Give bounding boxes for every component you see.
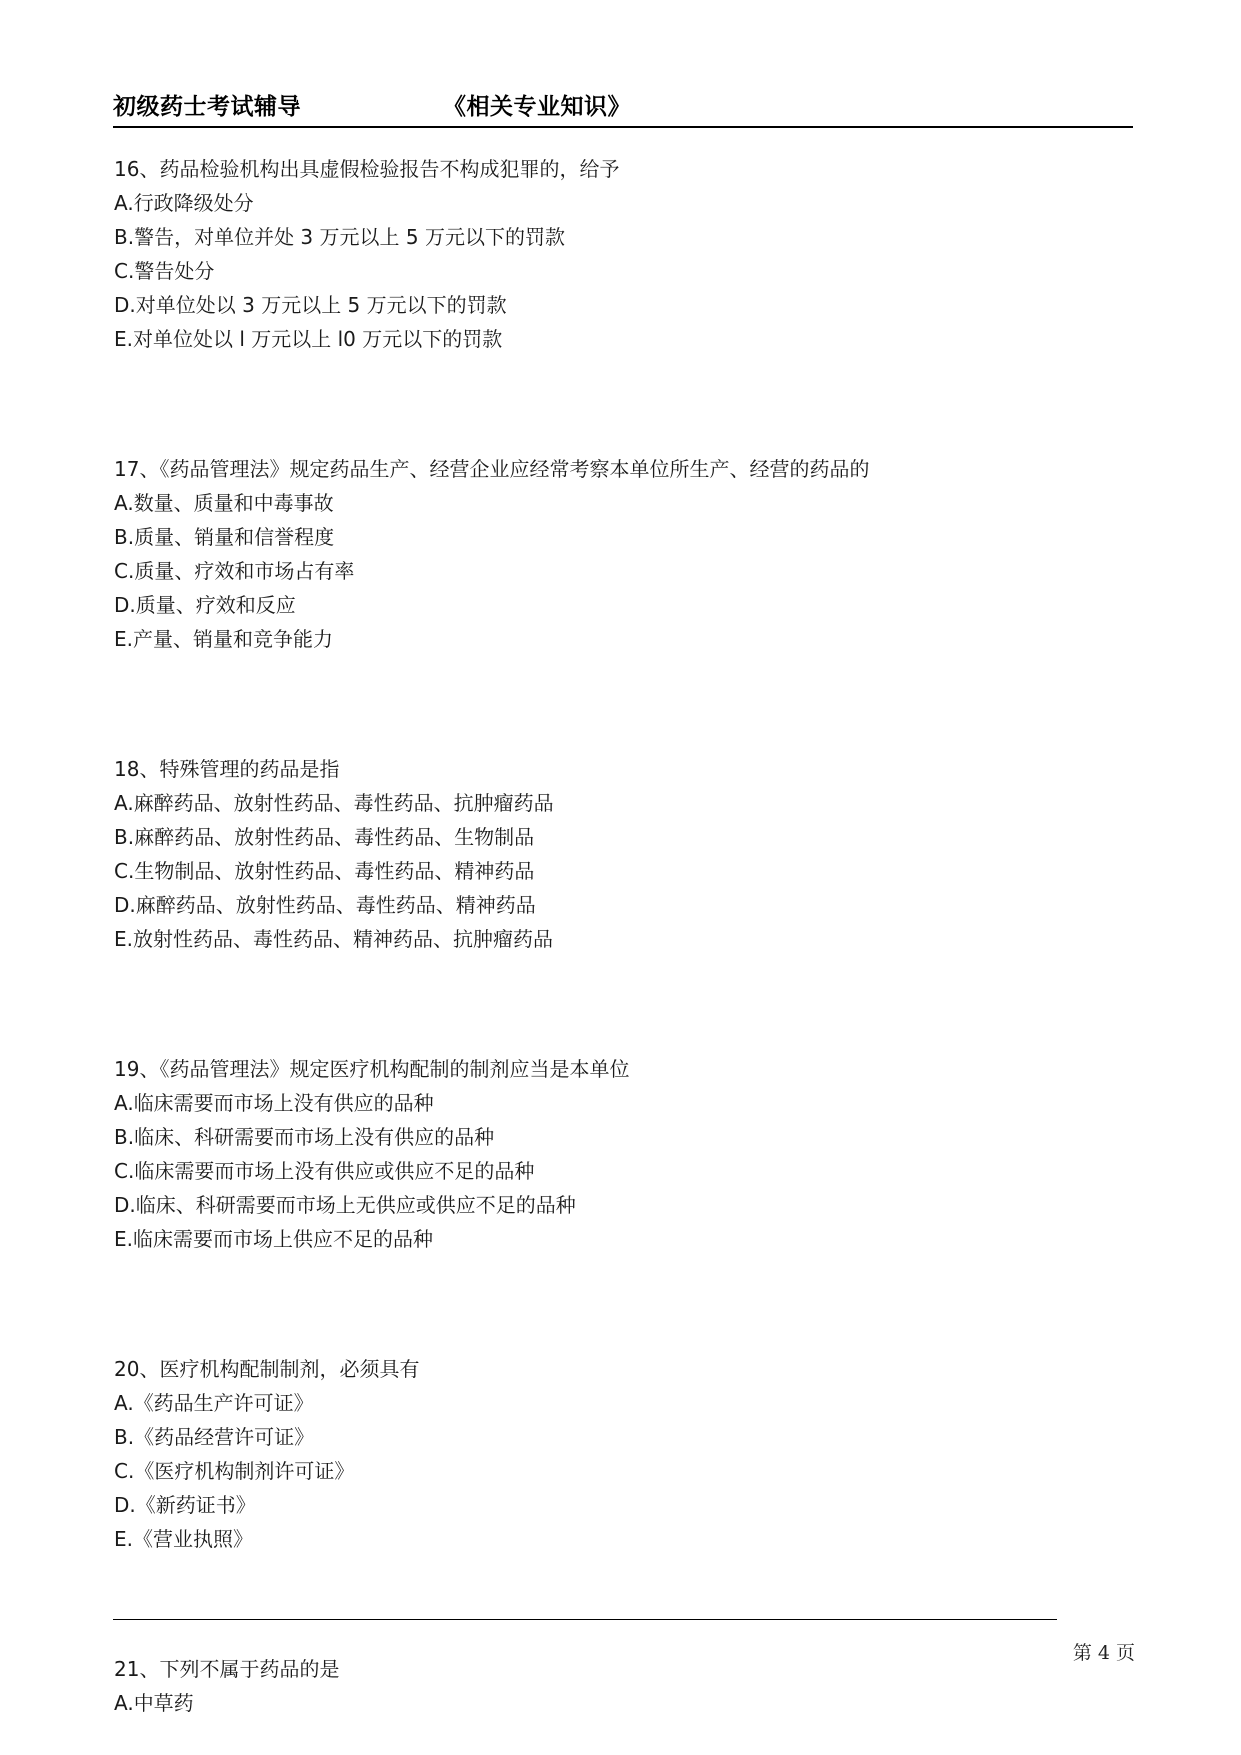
option-d: D.临床、科研需要而市场上无供应或供应不足的品种 (114, 1193, 576, 1217)
question-stem: 19、《药品管理法》规定医疗机构配制的制剂应当是本单位 (114, 1057, 630, 1081)
option-c: C.质量、疗效和市场占有率 (114, 559, 355, 583)
question-19 (114, 1052, 1114, 1256)
question-21 (114, 1652, 1114, 1720)
option-e: E.对单位处以 l 万元以上 l0 万元以下的罚款 (114, 327, 503, 351)
option-a: A.行政降级处分 (114, 191, 254, 215)
option-e: E.临床需要而市场上供应不足的品种 (114, 1227, 433, 1251)
question-stem: 17、《药品管理法》规定药品生产、经营企业应经常考察本单位所生产、经营的药品的 (114, 457, 870, 481)
option-a: A.中草药 (114, 1691, 194, 1715)
option-e: E.放射性药品、毒性药品、精神药品、抗肿瘤药品 (114, 927, 553, 951)
question-stem: 21、下列不属于药品的是 (114, 1657, 340, 1681)
option-b: B.警告，对单位并处 3 万元以上 5 万元以下的罚款 (114, 225, 565, 249)
question-16 (114, 152, 1114, 356)
question-17 (114, 452, 1114, 656)
option-b: B.临床、科研需要而市场上没有供应的品种 (114, 1125, 495, 1149)
option-b: B.质量、销量和信誉程度 (114, 525, 335, 549)
header-course-title: 初级药士考试辅导 (113, 94, 301, 120)
footer-divider (113, 1619, 1057, 1620)
question-stem: 18、特殊管理的药品是指 (114, 757, 340, 781)
option-c: C.《医疗机构制剂许可证》 (114, 1459, 355, 1483)
option-b: B.《药品经营许可证》 (114, 1425, 315, 1449)
option-a: A.临床需要而市场上没有供应的品种 (114, 1091, 434, 1115)
option-d: D.《新药证书》 (114, 1493, 256, 1517)
page-header (113, 86, 1133, 128)
option-e: E.产量、销量和竞争能力 (114, 627, 333, 651)
option-a: A.数量、质量和中毒事故 (114, 491, 334, 515)
option-c: C.临床需要而市场上没有供应或供应不足的品种 (114, 1159, 535, 1183)
question-18 (114, 752, 1114, 956)
question-stem: 20、医疗机构配制制剂，必须具有 (114, 1357, 420, 1381)
option-d: D.质量、疗效和反应 (114, 593, 296, 617)
page-number: 第 4 页 (1072, 1642, 1135, 1664)
question-list (114, 152, 1114, 1720)
question-stem: 16、药品检验机构出具虚假检验报告不构成犯罪的，给予 (114, 157, 620, 181)
option-a: A.《药品生产许可证》 (114, 1391, 314, 1415)
option-b: B.麻醉药品、放射性药品、毒性药品、生物制品 (114, 825, 535, 849)
option-e: E.《营业执照》 (114, 1527, 253, 1551)
option-d: D.麻醉药品、放射性药品、毒性药品、精神药品 (114, 893, 536, 917)
header-subject-title: 《相关专业知识》 (443, 94, 631, 120)
option-a: A.麻醉药品、放射性药品、毒性药品、抗肿瘤药品 (114, 791, 554, 815)
question-20 (114, 1352, 1114, 1556)
option-d: D.对单位处以 3 万元以上 5 万元以下的罚款 (114, 293, 507, 317)
option-c: C.生物制品、放射性药品、毒性药品、精神药品 (114, 859, 535, 883)
option-c: C.警告处分 (114, 259, 215, 283)
